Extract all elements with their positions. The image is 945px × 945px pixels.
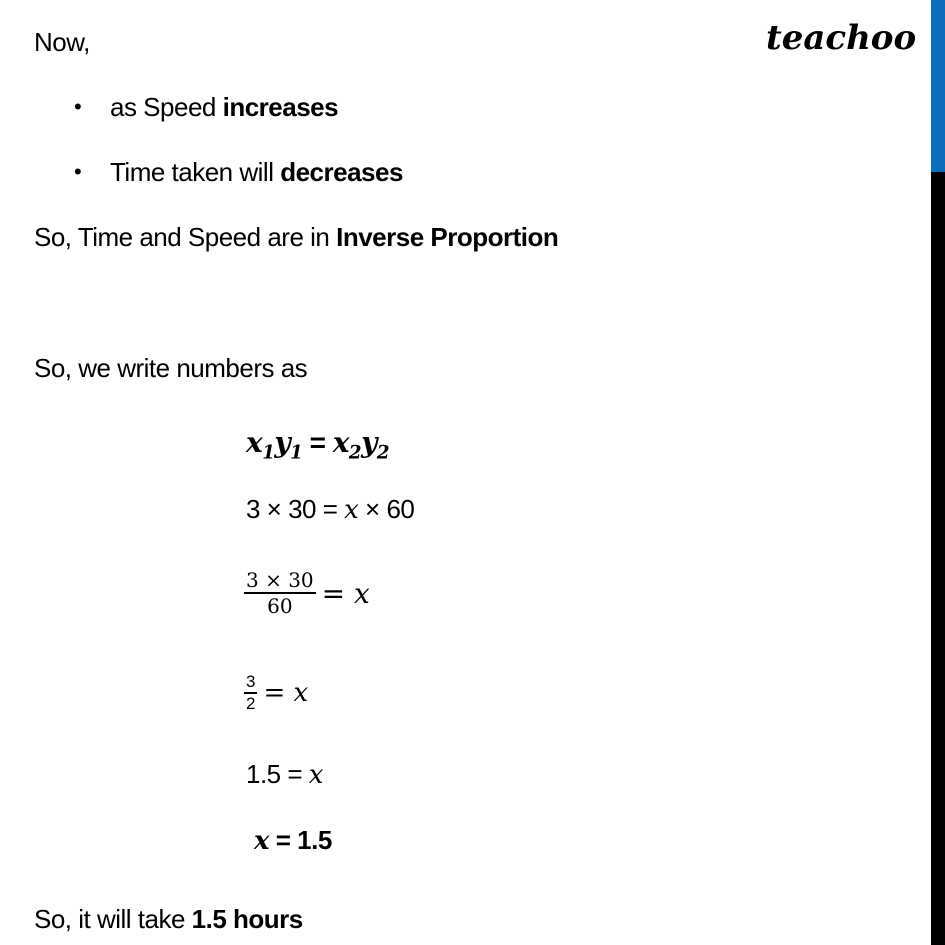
final-answer: So, it will take 1.5 hours <box>34 904 303 934</box>
bullet-item-1: as Speed increases <box>110 92 339 122</box>
teachoo-logo: teachoo <box>766 18 917 58</box>
bullet-icon: • <box>74 159 82 184</box>
step-5-result: x = 1.5 <box>254 825 332 856</box>
intro-text: Now, <box>34 27 90 57</box>
bullet-icon: • <box>74 94 82 119</box>
step-1-equation: 3 × 30 = x × 60 <box>246 494 415 525</box>
bullet-item-2: Time taken will decreases <box>110 157 403 187</box>
write-numbers-text: So, we write numbers as <box>34 353 308 383</box>
side-accent-bar-blue <box>931 0 945 172</box>
step-2-fraction-equation: $\frac{3 \times 30}{60}$ = x <box>246 568 370 618</box>
conclusion-inverse-proportion: So, Time and Speed are in Inverse Proportion <box>34 222 559 252</box>
side-accent-bar-black <box>931 172 945 945</box>
inverse-proportion-formula: $x_1y_1 = x_2y_2$ <box>246 426 390 464</box>
step-4-equation: 1.5 = x <box>246 759 323 790</box>
step-3-fraction-equation: $\frac{3}{2}$ = x <box>246 672 309 714</box>
